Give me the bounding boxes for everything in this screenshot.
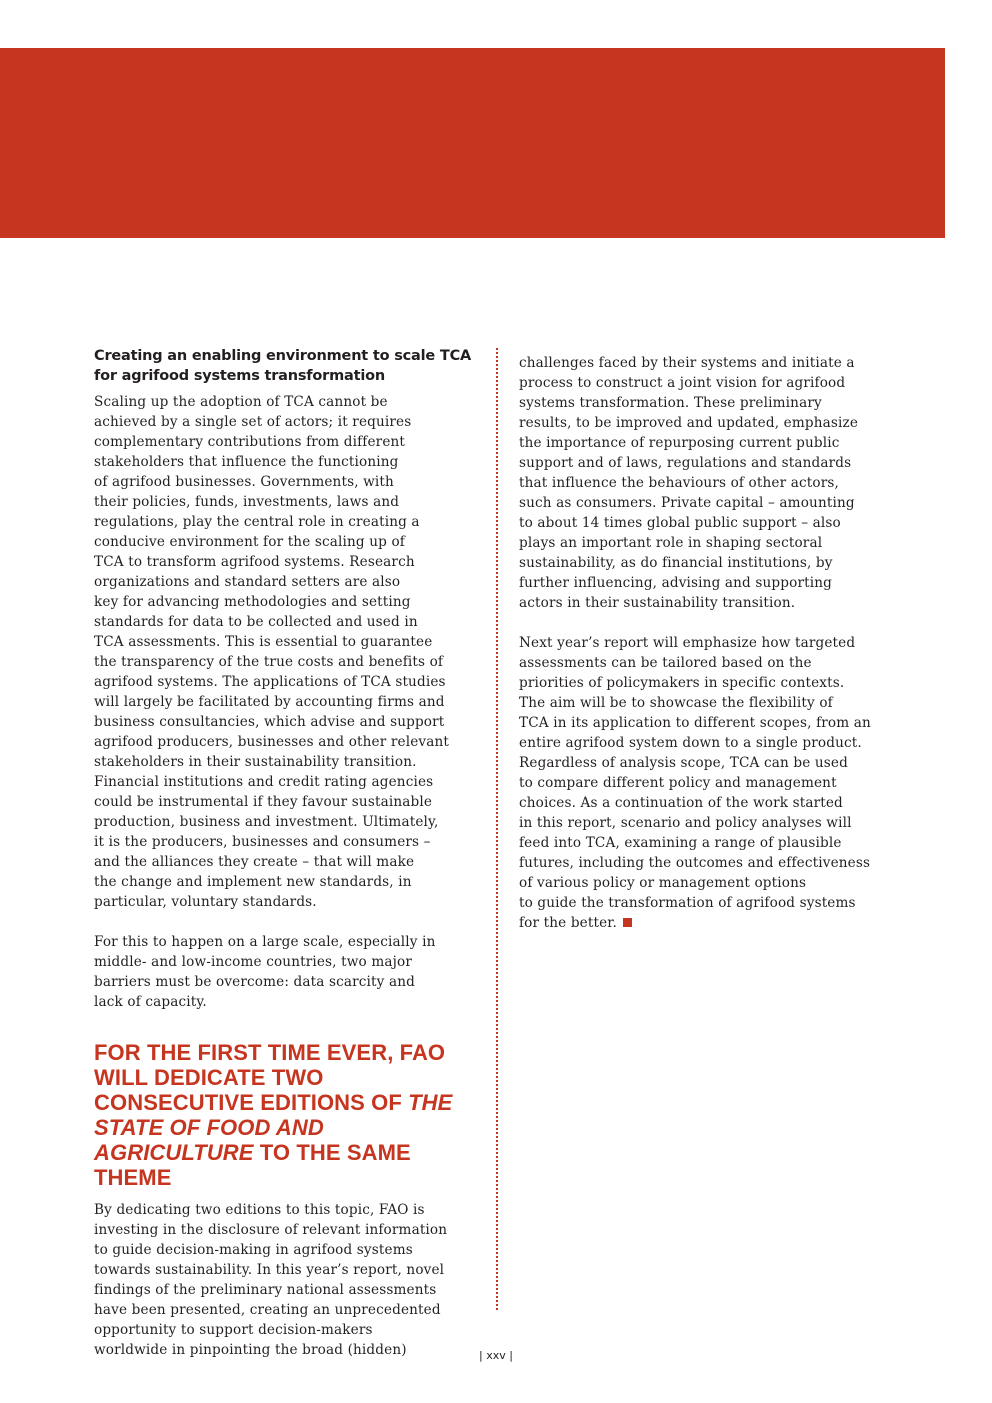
paragraph-two-editions: By dedicating two editions to this topic, FAO is investing in the disclosure of relevant information to guide decision-making in agrifood systems towards sustainability. In this year’s report, novel findings of the preliminary national assessments have been presented, creating an unprecedented opportunity to support decision-makers worldwide in pinpointing the broad (hidden) (94, 1202, 448, 1358)
left-column (94, 346, 479, 1360)
paragraph-next-year-text: Next year’s report will emphasize how targeted assessments can be tailored based on the priorities of policymakers in specific contexts. The aim will be to showcase the flexibility of TCA in its application to different scopes, from an entire agrifood system down to a single product. Regardless of analysis scope, TCA can be used to compare different policy and management choices. As a continuation of the work started in this report, scenario and policy analyses will feed into TCA, examining a range of plausible futures, including the outcomes and effectiveness of various policy or management options to guide the transformation of agrifood systems for the better. (519, 635, 871, 931)
section-heading (94, 1040, 479, 1190)
header-banner (0, 48, 945, 238)
page-number: | xxv | (479, 1349, 513, 1362)
column-divider (496, 348, 498, 1310)
end-of-article-marker (623, 918, 632, 927)
paragraph-large-scale: For this to happen on a large scale, especially in middle- and low-income countries, two major barriers must be overcome: data scarcity and lack of capacity. (94, 934, 436, 1010)
paragraph-challenges: challenges faced by their systems and initiate a process to construct a joint vision for agrifood systems transformation. These preliminary results, to be improved and updated, emphasize the importance of repurposing current public support and of laws, regulations and standards that influence the behaviours of other actors, such as consumers. Private capital – amounting to about 14 times global public support – also plays an important role in shaping sectoral sustainability, as do financial institutions, by further influencing, advising and supporting actors in their sustainability transition. (519, 355, 859, 611)
right-column (519, 353, 904, 933)
heading-text-part2: TO THE SAME THEME (94, 1140, 411, 1190)
heading-text-part1: FOR THE FIRST TIME EVER, FAO WILL DEDICATE TWO CONSECUTIVE EDITIONS OF (94, 1040, 446, 1115)
heading-italic-title: THE STATE OF FOOD AND AGRICULTURE (94, 1090, 453, 1165)
paragraph-next-year (519, 633, 904, 933)
paragraph-scaling-up: Scaling up the adoption of TCA cannot be achieved by a single set of actors; it requires complementary contributions from different stakeholders that influence the functioning of agrifood businesses. Governments, with their policies, funds, investments, laws and regulations, play the central role in creating a conducive environment for the scaling up of TCA to transform agrifood systems. Research organizations and standard setters are also key for advancing methodologies and setting standards for data to be collected and used in TCA assessments. This is essential to guarantee the transparency of the true costs and benefits of agrifood systems. The applications of TCA studies will largely be facilitated by accounting firms and business consultancies, which advise and support agrifood producers, businesses and other relevant stakeholders in their sustainability transition. Financial institutions and credit rating agencies could be instrumental if they favour sustainable production, business and investment. Ultimately, it is the producers, businesses and consumers – and the alliances they create – that will make the change and implement new standards, in particular, voluntary standards. (94, 394, 449, 910)
section-subheading: Creating an enabling environment to scale TCA for agrifood systems transformation (94, 348, 472, 384)
